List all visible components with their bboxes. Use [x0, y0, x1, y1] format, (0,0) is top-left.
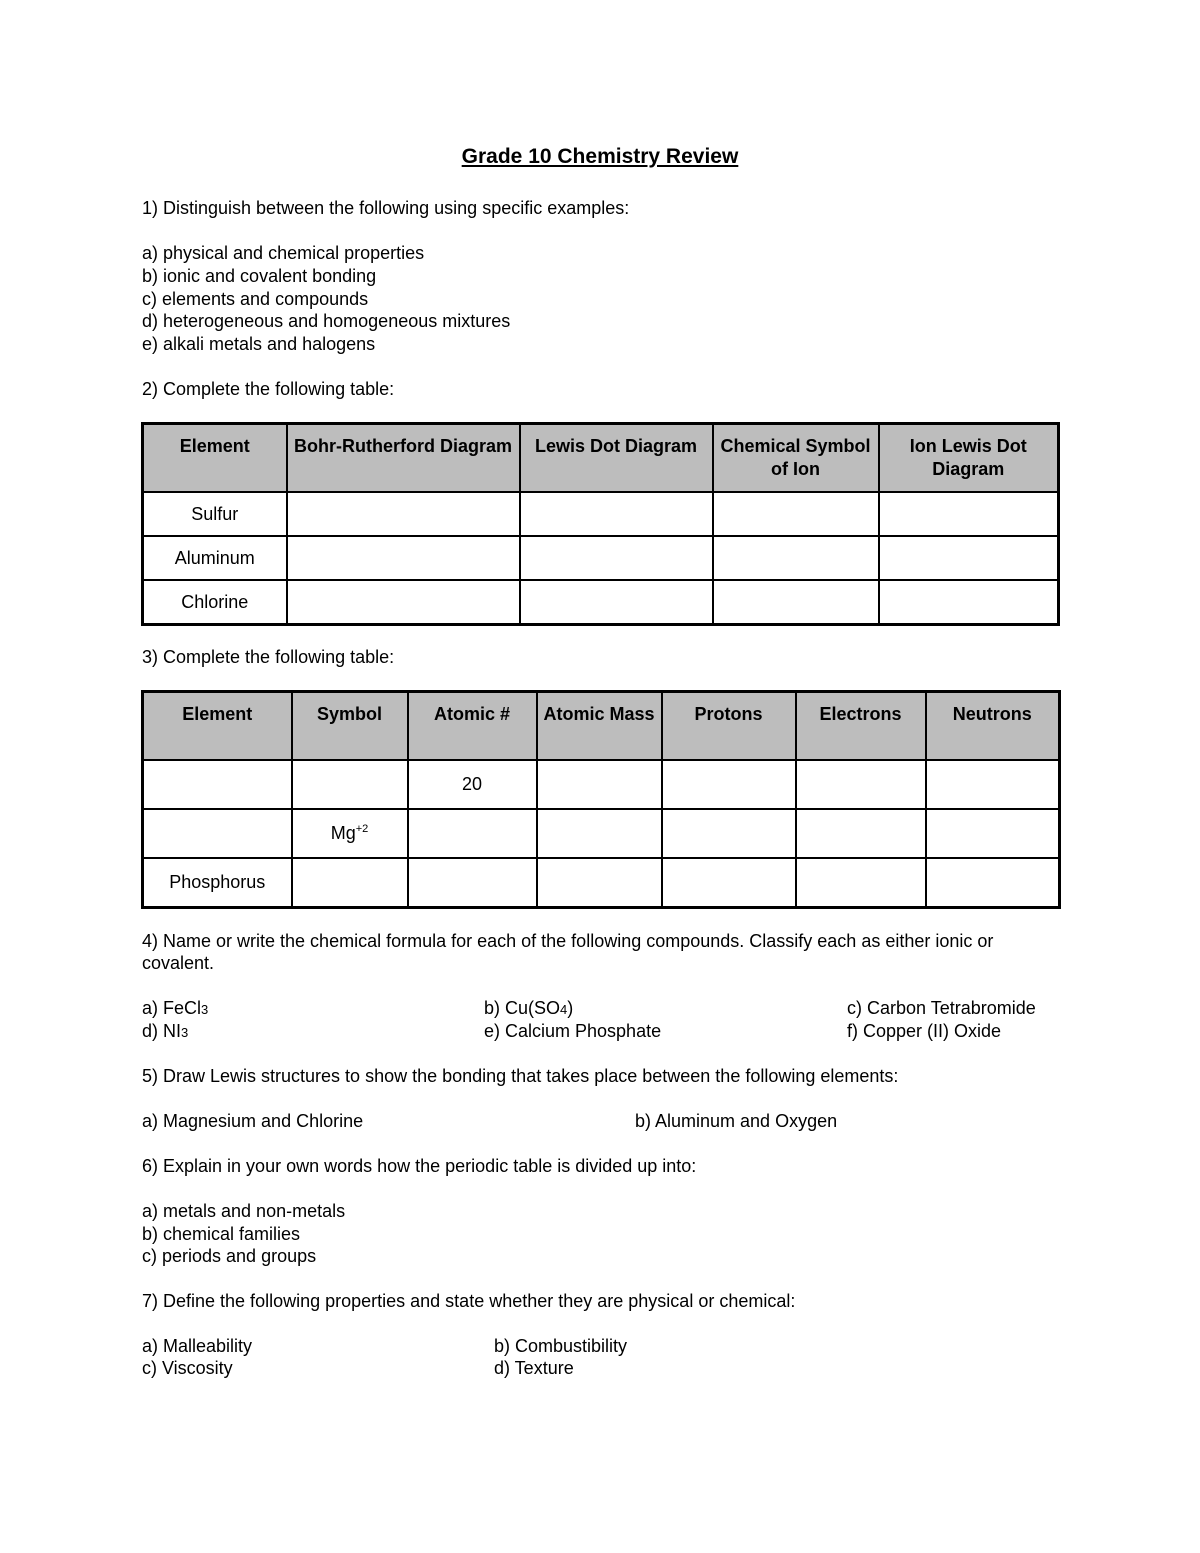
answer-cell[interactable] — [287, 580, 520, 625]
q3-header-atomic-mass: Atomic Mass — [537, 692, 662, 761]
answer-cell[interactable] — [662, 858, 796, 908]
q7-item-c: c) Viscosity — [142, 1358, 233, 1378]
q4-item-f: f) Copper (II) Oxide — [847, 1021, 1002, 1041]
q4-item-b: b) Cu(SO4) — [484, 998, 574, 1018]
q3-prompt: 3) Complete the following table: — [142, 647, 395, 667]
q2-row-element: Sulfur — [143, 492, 287, 536]
table-row — [143, 760, 1060, 809]
q1-item-c: c) elements and compounds — [142, 289, 369, 309]
q7-item-d: d) Texture — [494, 1358, 574, 1378]
table-row — [143, 858, 1060, 908]
q2-header-ion-lewis: Ion Lewis Dot Diagram — [879, 424, 1059, 493]
q3-symbol-charge: +2 — [355, 823, 369, 835]
answer-cell[interactable] — [926, 760, 1060, 809]
q1-prompt: 1) Distinguish between the following using specific examples: — [142, 198, 630, 218]
answer-cell[interactable] — [292, 858, 408, 908]
q2-header-ion-symbol: Chemical Symbol of Ion — [713, 424, 879, 493]
answer-cell[interactable] — [287, 492, 520, 536]
q6-prompt: 6) Explain in your own words how the periodic table is divided up into: — [142, 1156, 697, 1176]
answer-cell[interactable] — [520, 580, 713, 625]
q1-item-e: e) alkali metals and halogens — [142, 334, 376, 354]
answer-cell[interactable] — [879, 536, 1059, 580]
answer-cell[interactable] — [879, 580, 1059, 625]
q5-prompt: 5) Draw Lewis structures to show the bonding that takes place between the following elements: — [142, 1066, 899, 1086]
answer-cell[interactable] — [879, 492, 1059, 536]
q2-header-lewis: Lewis Dot Diagram — [520, 424, 713, 493]
answer-cell[interactable] — [713, 536, 879, 580]
answer-cell[interactable] — [287, 536, 520, 580]
q3-header-electrons: Electrons — [796, 692, 926, 761]
answer-cell[interactable] — [796, 858, 926, 908]
answer-cell[interactable] — [143, 760, 292, 809]
table-row — [143, 536, 1059, 580]
table-row — [143, 492, 1059, 536]
answer-cell[interactable] — [408, 858, 537, 908]
q2-table — [141, 422, 1060, 626]
q2-header-element: Element — [143, 424, 287, 493]
q7-prompt: 7) Define the following properties and state whether they are physical or chemical: — [142, 1291, 796, 1311]
q1-item-d: d) heterogeneous and homogeneous mixtures — [142, 311, 511, 331]
answer-cell[interactable] — [926, 809, 1060, 858]
answer-cell[interactable] — [408, 809, 537, 858]
q7-item-b: b) Combustibility — [494, 1336, 628, 1356]
q4-prompt: 4) Name or write the chemical formula for each of the following compounds. Classify each as either ionic or covalent. — [142, 931, 994, 973]
q5-item-a: a) Magnesium and Chlorine — [142, 1111, 364, 1131]
q3-header-protons: Protons — [662, 692, 796, 761]
q6-item-a: a) metals and non-metals — [142, 1201, 346, 1221]
answer-cell[interactable] — [520, 492, 713, 536]
answer-cell[interactable] — [537, 809, 662, 858]
answer-cell[interactable] — [662, 760, 796, 809]
q2-header-bohr: Bohr-Rutherford Diagram — [287, 424, 520, 493]
q4-item-a: a) FeCl3 — [142, 998, 209, 1018]
q4-item-c: c) Carbon Tetrabromide — [847, 998, 1036, 1018]
q7-item-a: a) Malleability — [142, 1336, 253, 1356]
q3-atomic-number-value: 20 — [408, 760, 537, 809]
q3-header-symbol: Symbol — [292, 692, 408, 761]
table-row — [143, 580, 1059, 625]
q5-item-b: b) Aluminum and Oxygen — [635, 1111, 838, 1131]
q1-item-b: b) ionic and covalent bonding — [142, 266, 377, 286]
q3-header-element: Element — [143, 692, 292, 761]
q2-header-row — [143, 424, 1059, 493]
q3-table — [141, 690, 1061, 909]
q2-row-element: Chlorine — [143, 580, 287, 625]
q1-item-a: a) physical and chemical properties — [142, 243, 425, 263]
answer-cell[interactable] — [143, 809, 292, 858]
answer-cell[interactable] — [662, 809, 796, 858]
q3-header-neutrons: Neutrons — [926, 692, 1060, 761]
q3-header-atomic-number: Atomic # — [408, 692, 537, 761]
q3-header-row — [143, 692, 1060, 761]
q2-row-element: Aluminum — [143, 536, 287, 580]
answer-cell[interactable] — [796, 760, 926, 809]
answer-cell[interactable] — [292, 760, 408, 809]
answer-cell[interactable] — [537, 858, 662, 908]
page-title: Grade 10 Chemistry Review — [461, 145, 739, 168]
q3-symbol-cell — [292, 809, 408, 858]
q3-row-element: Phosphorus — [143, 858, 292, 908]
q4-item-d: d) NI3 — [142, 1021, 189, 1041]
answer-cell[interactable] — [926, 858, 1060, 908]
answer-cell[interactable] — [520, 536, 713, 580]
answer-cell[interactable] — [537, 760, 662, 809]
q2-prompt: 2) Complete the following table: — [142, 379, 395, 399]
q6-item-b: b) chemical families — [142, 1224, 301, 1244]
answer-cell[interactable] — [713, 580, 879, 625]
answer-cell[interactable] — [713, 492, 879, 536]
q4-item-e: e) Calcium Phosphate — [484, 1021, 662, 1041]
q6-item-c: c) periods and groups — [142, 1246, 317, 1266]
table-row — [143, 809, 1060, 858]
q3-symbol-value: Mg — [330, 823, 356, 843]
answer-cell[interactable] — [796, 809, 926, 858]
